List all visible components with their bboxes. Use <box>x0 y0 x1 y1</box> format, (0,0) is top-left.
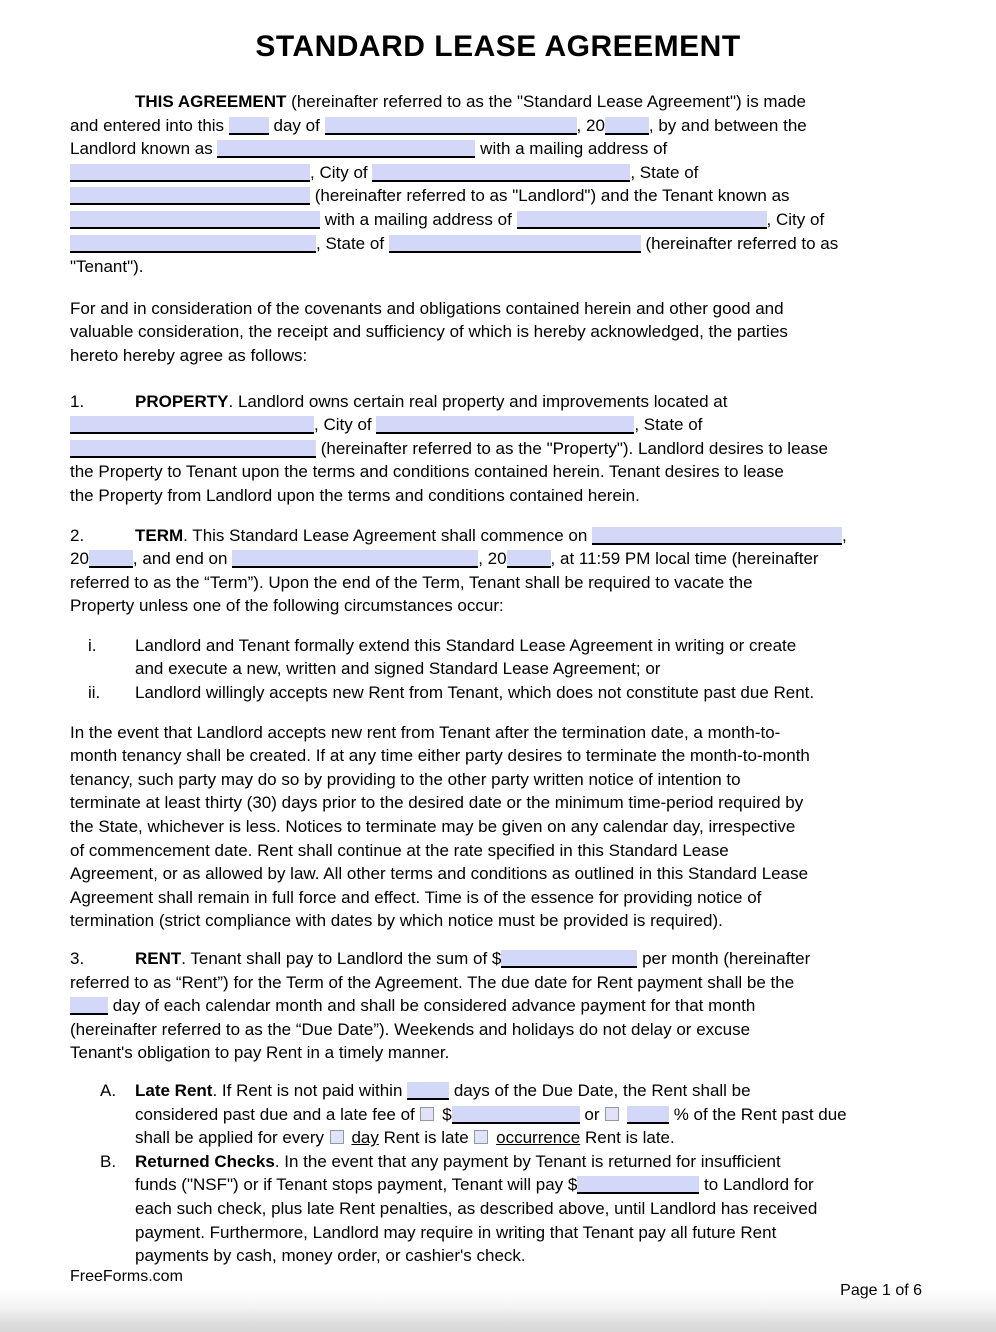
text: per month (hereinafter <box>637 949 811 968</box>
text-line <box>70 184 925 208</box>
section-number: 1. <box>70 391 85 411</box>
text-line <box>70 815 925 839</box>
text-line <box>135 634 925 658</box>
text-line <box>70 947 925 971</box>
underlined-text: occurrence <box>496 1128 581 1148</box>
text-line <box>70 255 925 279</box>
paragraph <box>70 721 925 933</box>
list-marker: ii. <box>88 683 101 703</box>
text: month tenancy shall be created. If at any time either party desires to terminate the month-to-month <box>70 746 810 766</box>
commencement-date-field[interactable] <box>592 527 842 545</box>
text-line <box>70 524 925 548</box>
rent-due-day-field[interactable] <box>70 997 108 1015</box>
list-marker: i. <box>88 635 97 655</box>
text: . In the event that any payment by Tenant is returned for insufficient <box>274 1151 781 1171</box>
text: the State, whichever is less. Notices to terminate may be given on any calendar day, irrespective <box>70 817 796 837</box>
text: Rent is late <box>378 1128 474 1148</box>
text: the Property from Landlord upon the terms and conditions contained herein. <box>70 485 640 505</box>
text: , and end on <box>132 549 233 569</box>
text: payments by cash, money order, or cashier's check. <box>135 1246 526 1266</box>
list-marker: A. <box>100 1080 117 1100</box>
text: In the event that Landlord accepts new rent from Tenant after the termination date, a month-to- <box>70 722 781 742</box>
text: . Landlord owns certain real property and improvements located at <box>228 391 728 411</box>
text: and execute a new, written and signed Standard Lease Agreement; or <box>135 659 661 679</box>
underlined-text: day <box>351 1128 379 1148</box>
text: , State of <box>634 415 703 435</box>
text: considered past due and a late fee of <box>135 1104 420 1124</box>
text-line <box>70 137 925 161</box>
text: Tenant's obligation to pay Rent in a timely manner. <box>70 1043 450 1063</box>
section-number: 3. <box>70 949 85 968</box>
text: days of the Due Date, the Rent shall be <box>449 1080 751 1100</box>
commencement-year-field[interactable] <box>89 550 133 568</box>
landlord-state-field[interactable] <box>70 187 310 205</box>
late-fee-percent-field[interactable] <box>627 1106 669 1124</box>
text-line <box>70 297 925 321</box>
text: payment. Furthermore, Landlord may require in writing that Tenant pay all future Rent <box>135 1222 777 1242</box>
late-per-occurrence-checkbox[interactable] <box>474 1130 488 1144</box>
text-line <box>70 114 925 138</box>
text: (hereinafter referred to as the “Due Date”). Weekends and holidays do not delay or excuse <box>70 1019 751 1039</box>
text: or <box>579 1104 605 1124</box>
text-line <box>70 161 925 185</box>
text: , by and between the <box>648 115 807 135</box>
text: (hereinafter referred to as "Landlord") and the Tenant known as <box>310 186 790 206</box>
text-line <box>70 971 925 995</box>
property-state-field[interactable] <box>70 440 316 458</box>
text-line <box>70 571 925 595</box>
text: valuable consideration, the receipt and sufficiency of which is hereby acknowledged, the parties <box>70 322 788 342</box>
agreement-month-field[interactable] <box>325 117 577 135</box>
text: (hereinafter referred to as the "Property"). Landlord desires to lease <box>316 438 828 458</box>
text-line <box>135 657 925 681</box>
text-line <box>70 320 925 344</box>
text: , City of <box>766 209 825 229</box>
bold-text: PROPERTY <box>135 391 229 411</box>
text: For and in consideration of the covenants and obligations contained herein and other good and <box>70 298 784 318</box>
text: of commencement date. Rent shall continue at the rate specified in this Standard Lease <box>70 840 729 860</box>
bold-text: THIS AGREEMENT <box>135 92 287 111</box>
text-line <box>70 994 925 1018</box>
text: and entered into this <box>70 115 229 135</box>
text: , State of <box>630 162 699 182</box>
text: Landlord and Tenant formally extend this Standard Lease Agreement in writing or create <box>135 635 797 655</box>
text: (hereinafter referred to as <box>640 233 839 253</box>
nsf-fee-amount-field[interactable] <box>577 1176 699 1194</box>
text: , 20 <box>576 115 605 135</box>
text-line <box>135 1079 925 1103</box>
text: . If Rent is not paid within <box>212 1080 408 1100</box>
text-line <box>70 744 925 768</box>
tenant-state-field[interactable] <box>389 235 641 253</box>
late-fee-percent-checkbox[interactable] <box>605 1107 619 1121</box>
document-body <box>0 90 996 1268</box>
text-line <box>70 413 925 437</box>
text-line <box>70 768 925 792</box>
text: the Property to Tenant upon the terms and conditions contained herein. Tenant desires to lease <box>70 462 784 482</box>
text: Rent is late. <box>580 1128 675 1148</box>
text-line <box>70 839 925 863</box>
tenant-name-field[interactable] <box>70 211 320 229</box>
text-line <box>70 90 925 114</box>
footer-brand: FreeForms.com <box>70 1268 183 1285</box>
text: . Tenant shall pay to Landlord the sum of $ <box>181 949 502 968</box>
list-marker: B. <box>100 1151 117 1171</box>
list-item <box>70 681 925 705</box>
text: , State of <box>316 233 389 253</box>
list-item <box>70 524 925 618</box>
list-item <box>70 1079 925 1150</box>
text-line <box>70 886 925 910</box>
text-line <box>70 547 925 571</box>
late-grace-days-field[interactable] <box>407 1082 449 1100</box>
bold-text: Late Rent <box>135 1080 213 1100</box>
text-line <box>135 1126 925 1150</box>
text: each such check, plus late Rent penalties, as described above, until Landlord has received <box>135 1198 818 1218</box>
text: , City of <box>310 162 373 182</box>
text: , <box>842 525 847 545</box>
text: Agreement, or as allowed by law. All other terms and conditions as outlined in this Standard Lease <box>70 864 809 884</box>
late-per-day-checkbox[interactable] <box>330 1130 344 1144</box>
text: Property unless one of the following circumstances occur: <box>70 596 504 616</box>
text: shall be applied for every <box>135 1128 329 1148</box>
text: , at 11:59 PM local time (hereinafter <box>550 549 819 569</box>
bold-text: Returned Checks <box>135 1151 275 1171</box>
text-line <box>70 909 925 933</box>
text: termination (strict compliance with dates by which notice must be provided is required). <box>70 911 723 931</box>
text: with a mailing address of <box>475 139 668 159</box>
text: day of <box>268 115 325 135</box>
page-number: Page 1 of 6 <box>840 1282 922 1299</box>
landlord-address-field[interactable] <box>70 164 310 182</box>
landlord-city-field[interactable] <box>372 164 630 182</box>
text: terminate at least thirty (30) days prior to the desired date or the minimum time-period required by <box>70 793 804 813</box>
late-fee-flat-checkbox[interactable] <box>420 1107 434 1121</box>
text-line <box>70 460 925 484</box>
list-item <box>70 634 925 681</box>
rent-amount-field[interactable] <box>501 950 637 968</box>
text: tenancy, such party may do so by providing to the other party written notice of intention to <box>70 769 741 789</box>
text: "Tenant"). <box>70 257 144 277</box>
agreement-day-field[interactable] <box>229 117 269 135</box>
property-city-field[interactable] <box>376 416 634 434</box>
text-line <box>70 1018 925 1042</box>
text: 20 <box>70 549 89 569</box>
text-line <box>70 594 925 618</box>
text-line <box>70 208 925 232</box>
text-line <box>70 1041 925 1065</box>
text-line <box>135 1173 925 1197</box>
property-address-field[interactable] <box>70 416 314 434</box>
text: referred to as the “Term”). Upon the end of the Term, Tenant shall be required to vacate the <box>70 572 753 592</box>
text-line <box>135 1221 925 1245</box>
text-line <box>70 437 925 461</box>
text-line <box>70 791 925 815</box>
section-number: 2. <box>70 525 85 545</box>
text-line <box>135 1244 925 1268</box>
text: . This Standard Lease Agreement shall commence on <box>183 525 593 545</box>
text-line <box>135 681 925 705</box>
text: Landlord known as <box>70 139 218 159</box>
text-line <box>70 390 925 414</box>
text-line <box>70 484 925 508</box>
text-line <box>70 721 925 745</box>
text: , City of <box>314 415 377 435</box>
text-line <box>135 1150 925 1174</box>
end-year-field[interactable] <box>507 550 551 568</box>
text: with a mailing address of <box>320 209 517 229</box>
text: hereto hereby agree as follows: <box>70 345 308 365</box>
agreement-year-field[interactable] <box>605 117 649 135</box>
text: day of each calendar month and shall be considered advance payment for that month <box>108 996 756 1016</box>
text-line <box>70 232 925 256</box>
list-item <box>70 390 925 508</box>
text: referred to as “Rent”) for the Term of the Agreement. The due date for Rent payment shall be the <box>70 972 795 992</box>
text-line <box>135 1103 925 1127</box>
bold-text: TERM <box>135 525 184 545</box>
bold-text: RENT <box>135 949 182 968</box>
text: Landlord willingly accepts new Rent from Tenant, which does not constitute past due Rent. <box>135 683 815 703</box>
text-line <box>70 862 925 886</box>
text: funds ("NSF") or if Tenant stops payment, Tenant will pay $ <box>135 1175 578 1195</box>
tenant-address-field[interactable] <box>517 211 767 229</box>
text-line <box>135 1197 925 1221</box>
tenant-city-field[interactable] <box>70 235 316 253</box>
landlord-name-field[interactable] <box>217 140 475 158</box>
document-title: STANDARD LEASE AGREEMENT <box>255 30 741 63</box>
text: (hereinafter referred to as the "Standard Lease Agreement") is made <box>286 92 806 111</box>
late-fee-amount-field[interactable] <box>452 1106 580 1124</box>
text: % of the Rent past due <box>668 1104 847 1124</box>
list-item <box>70 1150 925 1268</box>
paragraph <box>70 297 925 368</box>
text-line <box>70 344 925 368</box>
list-item <box>70 947 925 1065</box>
text: , 20 <box>478 549 507 569</box>
text: to Landlord for <box>699 1175 814 1195</box>
text: $ <box>437 1104 452 1124</box>
end-date-field[interactable] <box>232 550 478 568</box>
text: Agreement shall remain in full force and effect. Time is of the essence for providing notice of <box>70 887 762 907</box>
paragraph <box>70 90 925 279</box>
